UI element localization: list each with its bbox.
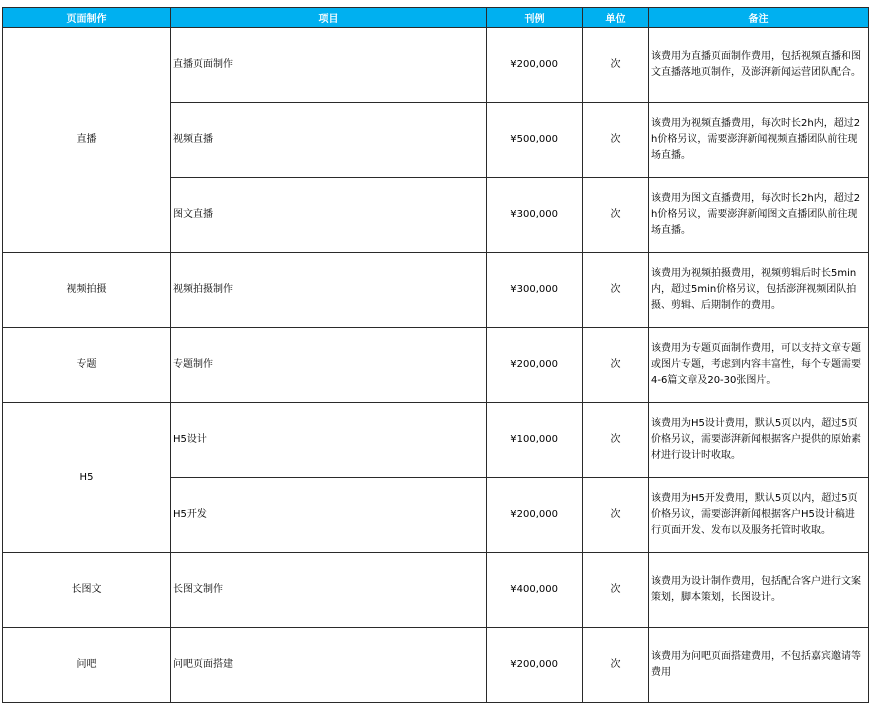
unit-cell: 次 — [583, 628, 649, 703]
price-cell: ¥200,000 — [487, 328, 583, 403]
unit-cell: 次 — [583, 328, 649, 403]
price-cell: ¥400,000 — [487, 553, 583, 628]
note-cell: 该费用为H5开发费用，默认5页以内，超过5页价格另议，需要澎湃新闻根据客户H5设计稿进行页面开发、发布以及服务托管时收取。 — [649, 478, 869, 553]
note-cell: 该费用为设计制作费用，包括配合客户进行文案策划，脚本策划，长图设计。 — [649, 553, 869, 628]
note-cell: 该费用为图文直播费用，每次时长2h内，超过2h价格另议，需要澎湃新闻图文直播团队前往现场直播。 — [649, 178, 869, 253]
unit-cell: 次 — [583, 478, 649, 553]
note-cell: 该费用为问吧页面搭建费用，不包括嘉宾邀请等费用 — [649, 628, 869, 703]
item-cell: 问吧页面搭建 — [171, 628, 487, 703]
unit-cell: 次 — [583, 253, 649, 328]
unit-cell: 次 — [583, 103, 649, 178]
table-row — [3, 28, 869, 103]
item-cell: 长图文制作 — [171, 553, 487, 628]
price-cell: ¥200,000 — [487, 478, 583, 553]
price-cell: ¥100,000 — [487, 403, 583, 478]
item-cell: H5设计 — [171, 403, 487, 478]
note-cell: 该费用为视频直播费用，每次时长2h内，超过2h价格另议，需要澎湃新闻视频直播团队前往现场直播。 — [649, 103, 869, 178]
item-cell: 图文直播 — [171, 178, 487, 253]
note-cell: 该费用为视频拍摄费用，视频剪辑后时长5min内，超过5min价格另议，包括澎湃视频团队拍摄、剪辑、后期制作的费用。 — [649, 253, 869, 328]
table-row — [3, 253, 869, 328]
header-category: 页面制作 — [3, 8, 171, 28]
unit-cell: 次 — [583, 553, 649, 628]
table-row — [3, 328, 869, 403]
price-cell: ¥300,000 — [487, 253, 583, 328]
price-cell: ¥500,000 — [487, 103, 583, 178]
unit-cell: 次 — [583, 403, 649, 478]
header-price: 刊例 — [487, 8, 583, 28]
item-cell: 直播页面制作 — [171, 28, 487, 103]
header-unit: 单位 — [583, 8, 649, 28]
header-item: 项目 — [171, 8, 487, 28]
item-cell: 视频拍摄制作 — [171, 253, 487, 328]
table-row — [3, 628, 869, 703]
section-cell: 直播 — [3, 28, 171, 253]
note-cell: 该费用为直播页面制作费用，包括视频直播和图文直播落地页制作，及澎湃新闻运营团队配合。 — [649, 28, 869, 103]
section-cell: 视频拍摄 — [3, 253, 171, 328]
price-cell: ¥200,000 — [487, 28, 583, 103]
table-row — [3, 403, 869, 478]
unit-cell: 次 — [583, 28, 649, 103]
note-cell: 该费用为专题页面制作费用，可以支持文章专题或图片专题，考虑到内容丰富性，每个专题需要4-6篇文章及20-30张图片。 — [649, 328, 869, 403]
table-row — [3, 553, 869, 628]
header-note: 备注 — [649, 8, 869, 28]
section-cell: 专题 — [3, 328, 171, 403]
section-cell: 问吧 — [3, 628, 171, 703]
section-cell: 长图文 — [3, 553, 171, 628]
price-cell: ¥200,000 — [487, 628, 583, 703]
section-cell: H5 — [3, 403, 171, 553]
note-cell: 该费用为H5设计费用，默认5页以内，超过5页价格另议，需要澎湃新闻根据客户提供的原始素材进行设计时收取。 — [649, 403, 869, 478]
price-cell: ¥300,000 — [487, 178, 583, 253]
price-table — [2, 7, 869, 703]
item-cell: 专题制作 — [171, 328, 487, 403]
unit-cell: 次 — [583, 178, 649, 253]
item-cell: 视频直播 — [171, 103, 487, 178]
header-row — [3, 8, 869, 28]
item-cell: H5开发 — [171, 478, 487, 553]
